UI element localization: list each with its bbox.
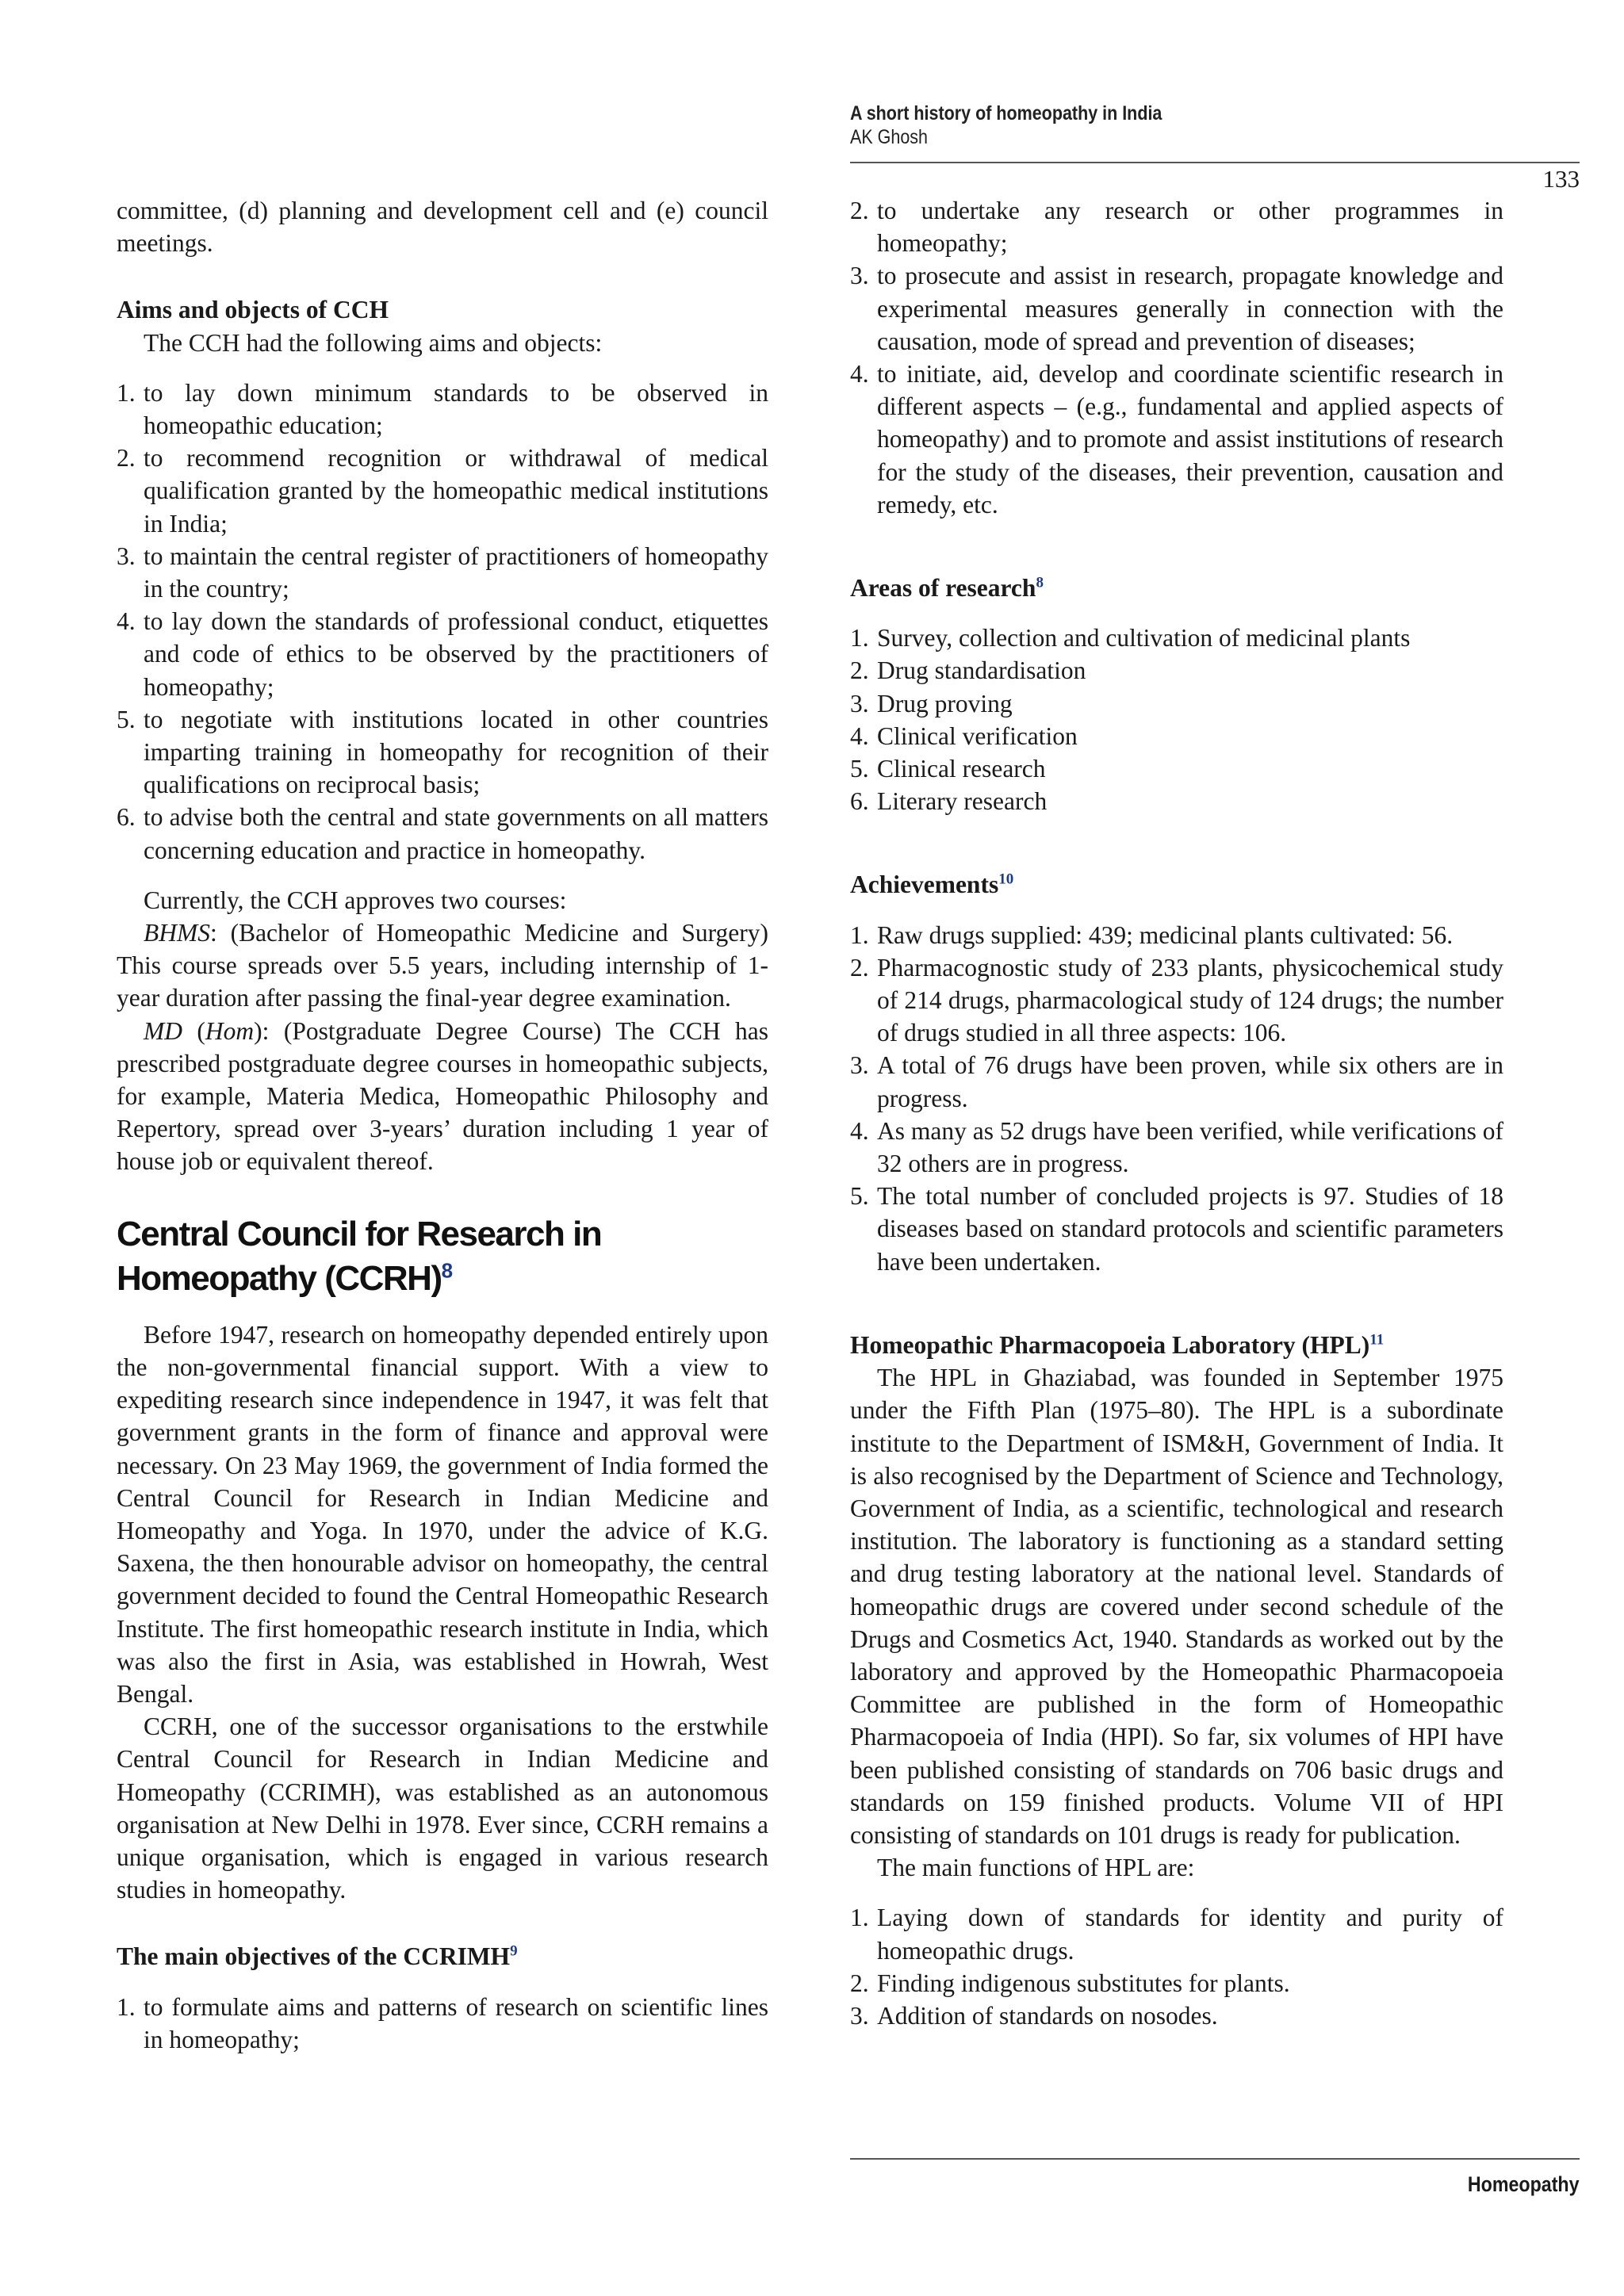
md-label: MD — [144, 1016, 182, 1045]
hpl-functions-list — [850, 1901, 1503, 2032]
footer-rule — [850, 2158, 1580, 2160]
list-item: 1. Raw drugs supplied: 439; medicinal plants cultivated: 56. — [850, 920, 1454, 949]
running-title: A short history of homeopathy in India — [850, 102, 1162, 124]
objectives-ref[interactable]: 9 — [510, 1942, 518, 1960]
list-item: 2. to recommend recognition or withdrawal of medical qualification granted by the homeopathic medical institutions in India; — [117, 444, 768, 538]
aims-heading: Aims and objects of CCH — [117, 296, 389, 324]
section-title: Central Council for Research in Homeopathy (CCRH)$^8$ — [117, 1214, 602, 1298]
objectives-list-continued — [850, 194, 1503, 521]
bhms-label: BHMS — [144, 919, 210, 947]
right-column — [850, 194, 1503, 2032]
hpl-paragraph: The HPL in Ghaziabad, was founded in September 1975 under the Fifth Plan (1975–80). The HPL is a subordinate institute to the Department of ISM&H, Government of India. It is also recognised by the Department of Science and Technology, Government of India, as a scientific, technological and research institution. The laboratory is functioning as a standard setting and drug testing laboratory at the national level. Standards of homeopathic drugs are covered under second schedule of the Drugs and Cosmetics Act, 1940. Standards as worked out by the laboratory and approved by the Homeopathic Pharmacopoeia Committee are published in the form of Homeopathic Pharmacopoeia of India (HPI). So far, six volumes of HPI have been published consisting of standards on 706 basic drugs and standards on 159 finished products. Volume VII of HPI consisting of standards on 101 drugs is ready for publication. — [850, 1364, 1503, 1849]
hpl-functions-intro: The main functions of HPL are: — [877, 1854, 1195, 1882]
list-item: 3. Drug proving — [850, 689, 1013, 718]
list-item: 1. to formulate aims and patterns of research on scientific lines in homeopathy; — [117, 1992, 768, 2053]
list-item: 4. Clinical verification — [850, 721, 1078, 750]
areas-heading: Areas of research$^8$ — [850, 574, 1044, 603]
list-item: 2. Finding indigenous substitutes for plants. — [850, 1969, 1290, 1997]
achievements-ref[interactable]: 10 — [998, 871, 1014, 888]
list-item: 6. Literary research — [850, 787, 1048, 816]
list-item: 6. to advise both the central and state governments on all matters concerning education and practice in homeopathy. — [117, 803, 768, 864]
list-item: 2. Pharmacognostic study of 233 plants, physicochemical study of 214 drugs, pharmacological study of 124 drugs; the number of drugs studied in all three aspects: 106. — [850, 953, 1503, 1047]
aims-intro: The CCH had the following aims and objects: — [144, 328, 603, 357]
list-item: 5. Clinical research — [850, 755, 1046, 783]
list-item: 3. Addition of standards on nosodes. — [850, 2001, 1218, 2030]
running-header — [850, 101, 1580, 149]
running-author: AK Ghosh — [850, 126, 928, 148]
hpl-heading: Homeopathic Pharmacopoeia Laboratory (HPL)$^{11}$ — [850, 1330, 1385, 1359]
left-column — [117, 194, 768, 2056]
list-item: 5. to negotiate with institutions located in other countries imparting training in homeopathy for recognition of their qualifications on reciprocal basis; — [117, 705, 768, 799]
areas-list — [850, 622, 1503, 817]
bhms-paragraph: BHMS: (Bachelor of Homeopathic Medicine and Surgery) This course spreads over 5.5 years, including internship of 1-year duration after passing the final-year degree examination. — [117, 919, 768, 1012]
objectives-heading: The main objectives of the CCRIMH$^9$ — [117, 1942, 518, 1971]
list-item: 1. Laying down of standards for identity and purity of homeopathic drugs. — [850, 1904, 1503, 1965]
list-item: 4. to lay down the standards of professional conduct, etiquettes and code of ethics to be observed by the practitioners of homeopathy; — [117, 607, 768, 701]
aims-list — [117, 377, 768, 867]
hpl-ref[interactable]: 11 — [1369, 1331, 1385, 1349]
header-rule — [850, 162, 1580, 163]
achievements-heading: Achievements$^{10}$ — [850, 871, 1014, 899]
objectives-list — [117, 1991, 768, 2056]
courses-intro: Currently, the CCH approves two courses: — [144, 886, 567, 914]
list-item: 2. to undertake any research or other programmes in homeopathy; — [850, 197, 1503, 258]
achievements-list — [850, 919, 1503, 1278]
intro-paragraph: committee, (d) planning and development cell and (e) council meetings. — [117, 197, 768, 258]
list-item: 3. A total of 76 drugs have been proven, while six others are in progress. — [850, 1051, 1503, 1112]
list-item: 1. to lay down minimum standards to be observed in homeopathic education; — [117, 378, 768, 440]
list-item: 2. Drug standardisation — [850, 656, 1086, 685]
list-item: 4. to initiate, aid, develop and coordinate scientific research in different aspects – (e.g., fundamental and applied aspects of homeopathy) and to promote and assist institutions of research for the study of the diseases, their prevention, causation and remedy, etc. — [850, 360, 1503, 519]
section-ref[interactable]: 8 — [441, 1258, 452, 1283]
list-item: 3. to prosecute and assist in research, propagate knowledge and experimental measures generally in connection with the causation, mode of spread and prevention of diseases; — [850, 262, 1503, 355]
ccrh-paragraph-2: CCRH, one of the successor organisations to the erstwhile Central Council for Research in Indian Medicine and Homeopathy (CCRIMH), was established as an autonomous organisation at New Delhi in 1978. Ever since, CCRH remains a unique organisation, which is engaged in various research studies in homeopathy. — [117, 1712, 768, 1904]
list-item: 3. to maintain the central register of practitioners of homeopathy in the country; — [117, 541, 768, 603]
page-number: 133 — [1542, 165, 1580, 193]
list-item: 4. As many as 52 drugs have been verified, while verifications of 32 others are in progress. — [850, 1116, 1503, 1178]
areas-ref[interactable]: 8 — [1036, 574, 1044, 591]
journal-name: Homeopathy — [1468, 2172, 1580, 2196]
list-item: 5. The total number of concluded projects is 97. Studies of 18 diseases based on standard protocols and scientific parameters have been undertaken. — [850, 1182, 1503, 1276]
ccrh-paragraph-1: Before 1947, research on homeopathy depended entirely upon the non-governmental financial support. With a view to expediting research since independence in 1947, it was felt that government grants in the form of finance and approval were necessary. On 23 May 1969, the government of India formed the Central Council for Research in Indian Medicine and Homeopathy and Yoga. In 1970, under the advice of K.G. Saxena, the then honourable advisor on homeopathy, the central government decided to found the Central Homeopathic Research Institute. The first homeopathic research institute in India, which was also the first in Asia, was established in Howrah, West Bengal. — [117, 1320, 768, 1708]
list-item: 1. Survey, collection and cultivation of medicinal plants — [850, 624, 1411, 652]
md-paragraph: MD (Hom): (Postgraduate Degree Course) The CCH has prescribed postgraduate degree courses in homeopathic subjects, for example, Materia Medica, Homeopathic Philosophy and Repertory, spread over 3-years’ duration including 1 year of house job or equivalent thereof. — [117, 1016, 768, 1176]
